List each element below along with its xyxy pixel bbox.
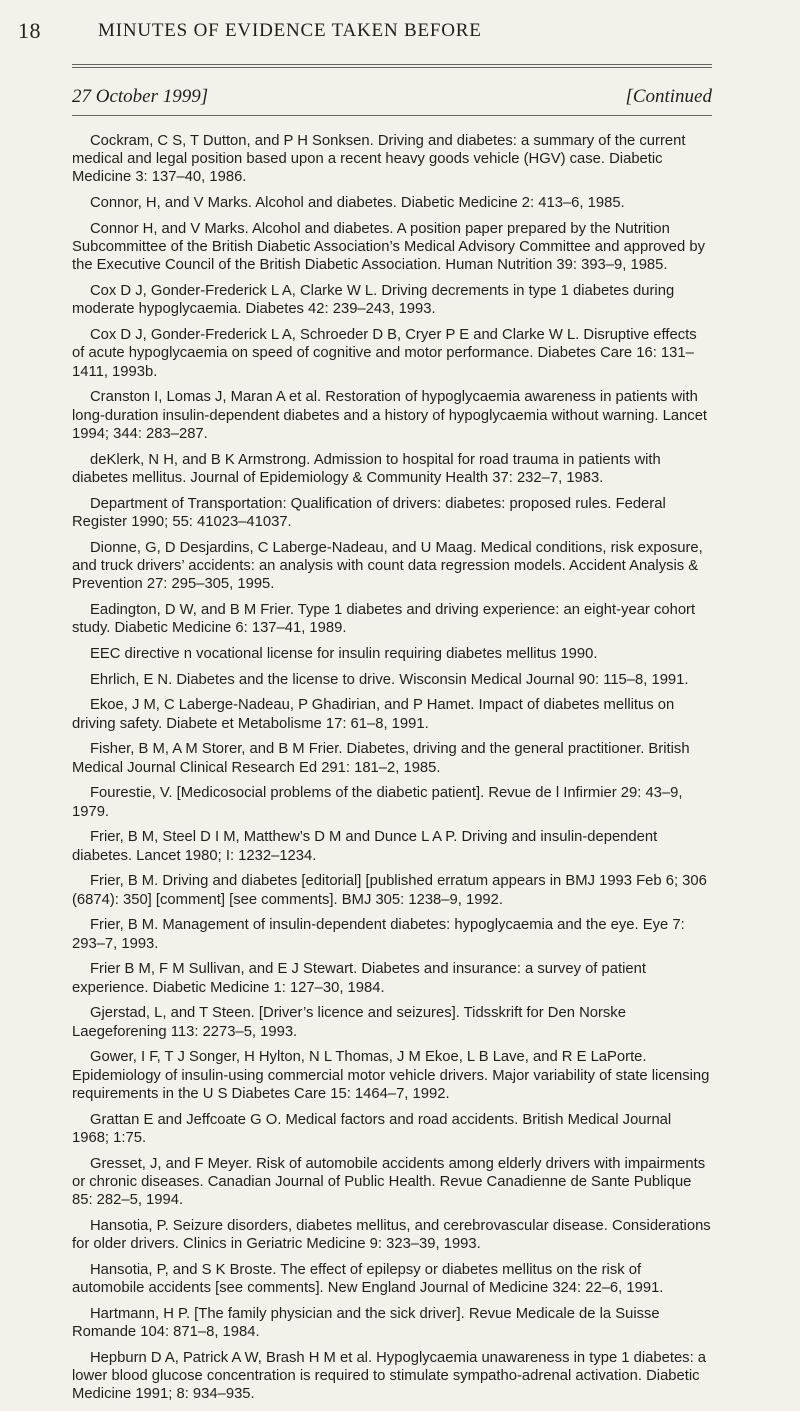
reference-entry: Eadington, D W, and B M Frier. Type 1 diabetes and driving experience: an eight-year cohort study. Diabetic Medicine 6: 137–41, 1989. xyxy=(72,601,696,637)
reference-entry: Cox D J, Gonder-Frederick L A, Schroeder D B, Cryer P E and Clarke W L. Disruptive effects of acute hypoglycaemia on speed of cognitive and motor performance. Diabetes Care 16: 131–1411, 1993b. xyxy=(72,327,697,380)
reference-entry: Hepburn D A, Patrick A W, Brash H M et al. Hypoglycaemia unawareness in type 1 diabetes: a lower blood glucose concentration is required to stimulate sympatho-adrenal activation. Diabetic Medicine 1991; 8: 934–935. xyxy=(72,1349,707,1403)
running-title: MINUTES OF EVIDENCE TAKEN BEFORE xyxy=(98,20,482,41)
page-header xyxy=(18,18,718,46)
reference-entry: Hansotia, P. Seizure disorders, diabetes mellitus, and cerebrovascular disease. Considerations for older drivers. Clinics in Geriatric Medicine 9: 323–39, 1993. xyxy=(72,1217,711,1253)
reference-entry: Dionne, G, D Desjardins, C Laberge-Nadeau, and U Maag. Medical conditions, risk exposure, and truck drivers’ accidents: an analysis with count data regression models. Accident Analysis & Prevention 27: 295–305, 1995. xyxy=(72,539,703,593)
header-rule-bottom xyxy=(72,67,712,68)
hearing-date: 27 October 1999] xyxy=(72,86,209,107)
reference-entry: deKlerk, N H, and B K Armstrong. Admission to hospital for road trauma in patients with diabetes mellitus. Journal of Epidemiology & Community Health 37: 232–7, 1983. xyxy=(72,451,661,486)
continued-label: [Continued xyxy=(625,86,712,107)
reference-entry: EEC directive n vocational license for insulin requiring diabetes mellitus 1990. xyxy=(90,645,598,662)
reference-entry: Frier, B M. Management of insulin-dependent diabetes: hypoglycaemia and the eye. Eye 7: 293–7, 1993. xyxy=(72,917,685,952)
reference-entry: Connor H, and V Marks. Alcohol and diabetes. A position paper prepared by the Nutrition Subcommittee of the British Diabetic Association’s Medical Advisory Committee and approved by the Executive Council of the British Diabetic Association. Human Nutrition 39: 393–9, 1985. xyxy=(72,221,706,274)
reference-entry: Fisher, B M, A M Storer, and B M Frier. Diabetes, driving and the general practitioner. British Medical Journal Clinical Research Ed 291: 181–2, 1985. xyxy=(72,741,690,776)
reference-list xyxy=(72,132,712,1411)
dateline-rule xyxy=(72,115,712,116)
reference-entry: Frier, B M. Driving and diabetes [editorial] [published erratum appears in BMJ 1993 Feb 6; 306 (6874): 350] [comment] [see comments]. BMJ 305: 1238–9, 1992. xyxy=(72,873,707,908)
reference-entry: Cranston I, Lomas J, Maran A et al. Restoration of hypoglycaemia awareness in patients with long-duration insulin-dependent diabetes and a history of hypoglycaemia without warning. Lancet 1994; 344: 283–287. xyxy=(72,389,708,442)
reference-entry: Hansotia, P, and S K Broste. The effect of epilepsy or diabetes mellitus on the risk of automobile accidents [see comments]. New England Journal of Medicine 324: 22–6, 1991. xyxy=(72,1261,664,1297)
reference-entry: Grattan E and Jeffcoate G O. Medical factors and road accidents. British Medical Journal 1968; 1:75. xyxy=(72,1111,672,1146)
reference-entry: Cox D J, Gonder-Frederick L A, Clarke W L. Driving decrements in type 1 diabetes during moderate hypoglycaemia. Diabetes 42: 239–243, 1993. xyxy=(72,283,675,318)
reference-entry: Frier B M, F M Sullivan, and E J Stewart. Diabetes and insurance: a survey of patient experience. Diabetic Medicine 1: 127–30, 1984. xyxy=(72,961,646,996)
reference-entry: Gjerstad, L, and T Steen. [Driver’s licence and seizures]. Tidsskrift for Den Norske Laegeforening 113: 2273–5, 1993. xyxy=(72,1005,626,1040)
reference-entry: Department of Transportation: Qualification of drivers: diabetes: proposed rules. Federal Register 1990; 55: 41023–41037. xyxy=(72,495,666,530)
reference-entry: Gower, I F, T J Songer, H Hylton, N L Thomas, J M Ekoe, L B Lave, and R E LaPorte. Epidemiology of insulin-using commercial motor vehicle drivers. Major variability of state licensing requirements in the U S Diabetes Care 15: 1464–7, 1992. xyxy=(72,1049,710,1102)
dateline xyxy=(72,86,712,110)
reference-entry: Fourestie, V. [Medicosocial problems of the diabetic patient]. Revue de l Infirmier 29: 43–9, 1979. xyxy=(72,785,683,820)
header-rule-top xyxy=(72,64,712,65)
reference-entry: Frier, B M, Steel D I M, Matthew’s D M and Dunce L A P. Driving and insulin-dependent diabetes. Lancet 1980; I: 1232–1234. xyxy=(72,829,658,864)
reference-entry: Ekoe, J M, C Laberge-Nadeau, P Ghadirian, and P Hamet. Impact of diabetes mellitus on driving safety. Diabete et Metabolisme 17: 61–8, 1991. xyxy=(72,697,675,732)
reference-entry: Hartmann, H P. [The family physician and the sick driver]. Revue Medicale de la Suisse Romande 104: 871–8, 1984. xyxy=(72,1305,660,1341)
reference-entry: Cockram, C S, T Dutton, and P H Sonksen. Driving and diabetes: a summary of the current medical and legal position based upon a recent heavy goods vehicle (HGV) case. Diabetic Medicine 3: 137–40, 1986. xyxy=(72,133,686,186)
page-number: 18 xyxy=(18,18,41,43)
reference-entry: Ehrlich, E N. Diabetes and the license to drive. Wisconsin Medical Journal 90: 115–8, 1991. xyxy=(90,671,689,688)
reference-entry: Gresset, J, and F Meyer. Risk of automobile accidents among elderly drivers with impairments or chronic diseases. Canadian Journal of Public Health. Revue Canadienne de Sante Publique 85: 282–5, 1994. xyxy=(72,1155,706,1209)
reference-entry: Connor, H, and V Marks. Alcohol and diabetes. Diabetic Medicine 2: 413–6, 1985. xyxy=(90,195,625,212)
